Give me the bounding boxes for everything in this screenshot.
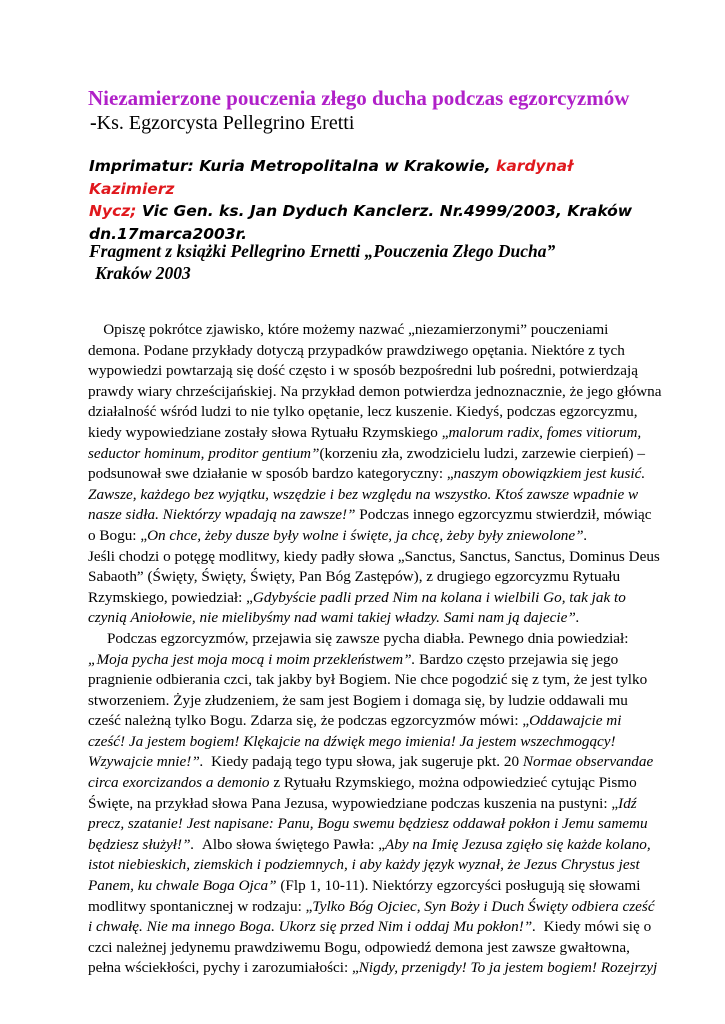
body-text-span: z Rytuału Rzymskiego, można odpowiedzieć cytując Pismo (269, 774, 637, 792)
body-italic-text: circa exorcizandos a demonio (88, 774, 270, 792)
body-line (88, 423, 648, 444)
body-line (88, 608, 648, 629)
body-italic-text: Panem, ku chwale Boga Ojca” (88, 877, 277, 895)
body-text-span: Kiedy padają tego typu słowa, jak sugeruje pkt. 20 (203, 753, 523, 771)
imprimatur-part4: Vic Gen. ks. Jan Dyduch Kanclerz. Nr.4999/2003, Kraków (136, 202, 633, 220)
body-italic-text: seductor hominum, proditor gentium” (88, 444, 320, 462)
body-line (88, 567, 648, 588)
body-text-span: demona. Podane przykłady dotyczą przypadków prawdziwego opętania. Niektóre z tych (88, 341, 625, 359)
body-text-span: działalność wśród ludzi to nie tylko opętanie, lecz kuszenie. Kiedyś, podczas egzorcyzmu, (88, 403, 638, 421)
body-line (88, 341, 648, 362)
body-italic-text: Nigdy, przenigdy! To ja jestem bogiem! Rozejrzyj (358, 959, 658, 977)
body-text-span: Sabaoth” (Święty, Święty, Święty, Pan Bóg Zastępów), z drugiego egzorcyzmu Rytuału (88, 568, 621, 586)
body-italic-text: Aby na Imię Jezusa zgięło się każde kolano, (384, 835, 651, 853)
body-text-span: (korzeniu zła, zwodzicielu ludzi, zarzewie cierpień) – (319, 444, 645, 462)
fragment-line-1: Fragment z książki Pellegrino Ernetti „Pouczenia Złego Ducha” (89, 241, 556, 261)
body-line (88, 917, 652, 938)
body-line (88, 752, 654, 773)
body-text-span: Jeśli chodzi o potęgę modlitwy, kiedy padły słowa „Sanctus, Sanctus, Sanctus, Dominus Deus (88, 547, 660, 565)
body-text-span: czci należnej jedynemu prawdziwemu Bogu, odpowiedź demona jest zawsze gwałtowna, (88, 938, 630, 956)
imprimatur-cardinal-surname: Nycz; (89, 202, 137, 220)
body-line (88, 485, 648, 506)
body-text-span: Bardzo często przejawia się jego (415, 650, 619, 668)
body-text-span: cześć należną tylko Bogu. Zdarza się, że podczas egzorcyzmów mówi: „ (88, 712, 530, 730)
body-text-span: Kiedy mówi się o (536, 918, 652, 936)
body-italic-text: nasze sidła. Niektórzy wpadają na zawsze!” (88, 506, 356, 524)
body-text-span: modlitwy spontanicznej w rodzaju: „ (88, 897, 313, 915)
body-text-span: Rzymskiego, powiedział: „ (88, 588, 253, 606)
body-italic-text: czynią Aniołowie, nie mielibyśmy nad wami takiej władzy. Sami nam ją dajecie”. (88, 609, 580, 627)
body-line (88, 361, 648, 382)
body-text-span: podsunował swe działanie w sposób bardzo kategoryczny: „ (88, 465, 454, 483)
body-line (88, 897, 655, 918)
fragment-source (89, 240, 649, 284)
body-line (88, 505, 652, 526)
body-line (88, 855, 648, 876)
fragment-line-2: Kraków 2003 (95, 263, 191, 283)
body-line (88, 773, 648, 794)
body-line (88, 670, 648, 691)
body-line (88, 526, 648, 547)
body-line (88, 382, 662, 403)
body-line (88, 876, 648, 897)
body-italic-text: Zawsze, każdego bez wyjątku, wszędzie i bez względu na wszystko. Ktoś zawsze wpadnie w (88, 485, 639, 503)
body-line (88, 629, 648, 650)
document-title: Niezamierzone pouczenia złego ducha podczas egzorcyzmów (88, 86, 630, 110)
body-text-span: Opiszę pokrótce zjawisko, które możemy nazwać „niezamierzonymi” pouczeniami (88, 321, 609, 338)
document-author (90, 112, 354, 135)
body-line (88, 650, 648, 671)
body-text-span: kiedy wypowiedziane zostały słowa Rytuału Rzymskiego „ (88, 423, 449, 441)
body-text-span: pełna wściekłości, pychy i zarozumiałości: „ (88, 959, 359, 977)
body-italic-text: będziesz służył!”. (88, 835, 195, 853)
body-italic-text: i chwałę. Nie ma innego Boga. Ukorz się przed Nim i oddaj Mu pokłon!”. (88, 918, 536, 936)
body-line (88, 711, 648, 732)
body-line (88, 320, 648, 341)
body-text-span: Święte, na przykład słowa Pana Jezusa, wypowiedziane podczas kuszenia na pustyni: „ (88, 794, 619, 812)
body-line (88, 938, 648, 959)
body-line (88, 835, 651, 856)
imprimatur-part1: Imprimatur: Kuria Metropolitalna w Krakowie, (89, 157, 497, 175)
imprimatur-date: dn.17marca2003r. (89, 224, 247, 243)
body-text-span: o Bogu: „ (88, 526, 148, 544)
body-italic-text: Gdybyście padli przed Nim na kolana i wielbili Go, tak jak to (252, 588, 626, 606)
body-italic-text: Idź (618, 794, 637, 812)
body-line (88, 547, 660, 568)
body-text-span: (Flp 1, 10-11). Niektórzy egzorcyści posługują się słowami (276, 877, 641, 895)
body-italic-text: On chce, żeby dusze były wolne i święte, ja chcę, żeby były zniewolone”. (147, 526, 588, 544)
body-italic-text: Normae observandae (522, 753, 654, 771)
body-line (88, 814, 648, 835)
body-italic-text: precz, szatanie! Jest napisane: Panu, Bogu swemu będziesz oddawał pokłon i Jemu samemu (88, 815, 648, 833)
body-text-span: prawdy wiary chrześcijańskiej. Na przykład demon potwierdza jednoznacznie, że jego główna (88, 382, 662, 400)
author-name: Ks. Egzorcysta Pellegrino Eretti (96, 112, 355, 134)
body-line (88, 794, 648, 815)
body-line (88, 958, 658, 979)
body-text-span: Podczas innego egzorcyzmu stwierdził, mówiąc (355, 506, 652, 524)
body-line (88, 691, 648, 712)
body-text (88, 320, 662, 979)
body-text-span: Albo słowa świętego Pawła: „ (194, 835, 385, 853)
body-line (88, 444, 648, 465)
body-line (88, 402, 648, 423)
body-text-span: Podczas egzorcyzmów, przejawia się zawsze pycha diabła. Pewnego dnia powiedział: (88, 629, 629, 647)
body-italic-text: Wzywajcie mnie!”. (88, 753, 204, 771)
body-italic-text: Oddawajcie mi (529, 712, 622, 730)
author-dash: - (90, 112, 97, 134)
body-text-span: stworzeniem. Żyje złudzeniem, że sam jest Bogiem i domaga się, by ludzie oddawali mu (88, 691, 628, 709)
body-line (88, 732, 648, 753)
body-italic-text: malorum radix, fomes vitiorum, (448, 423, 642, 441)
body-italic-text: „Moja pycha jest moja mocą i moim przekleństwem”. (88, 650, 416, 668)
body-line (88, 588, 648, 609)
body-italic-text: naszym obowiązkiem jest kusić. (453, 465, 646, 483)
body-line (88, 464, 648, 485)
imprimatur-note (89, 155, 649, 245)
body-italic-text: istot niebieskich, ziemskich i podziemnych, i aby każdy język wyznał, że Jezus Chrystus jest (88, 856, 640, 874)
body-text-span: wypowiedzi powtarzają się dość często i w sposób bezpośredni lub pośredni, potwierdzają (88, 362, 638, 380)
body-text-span: pragnienie odbierania czci, tak jakby był Bogiem. Nie chce pogodzić się z tym, że jest tylko (88, 671, 648, 689)
body-italic-text: cześć! Ja jestem bogiem! Klękajcie na dźwięk mego imienia! Ja jestem wszechmogący! (88, 732, 616, 750)
imprimatur-cardinal-name: kardynał Kazimierz (89, 157, 573, 198)
body-italic-text: Tylko Bóg Ojciec, Syn Boży i Duch Święty odbiera cześć (312, 897, 655, 915)
